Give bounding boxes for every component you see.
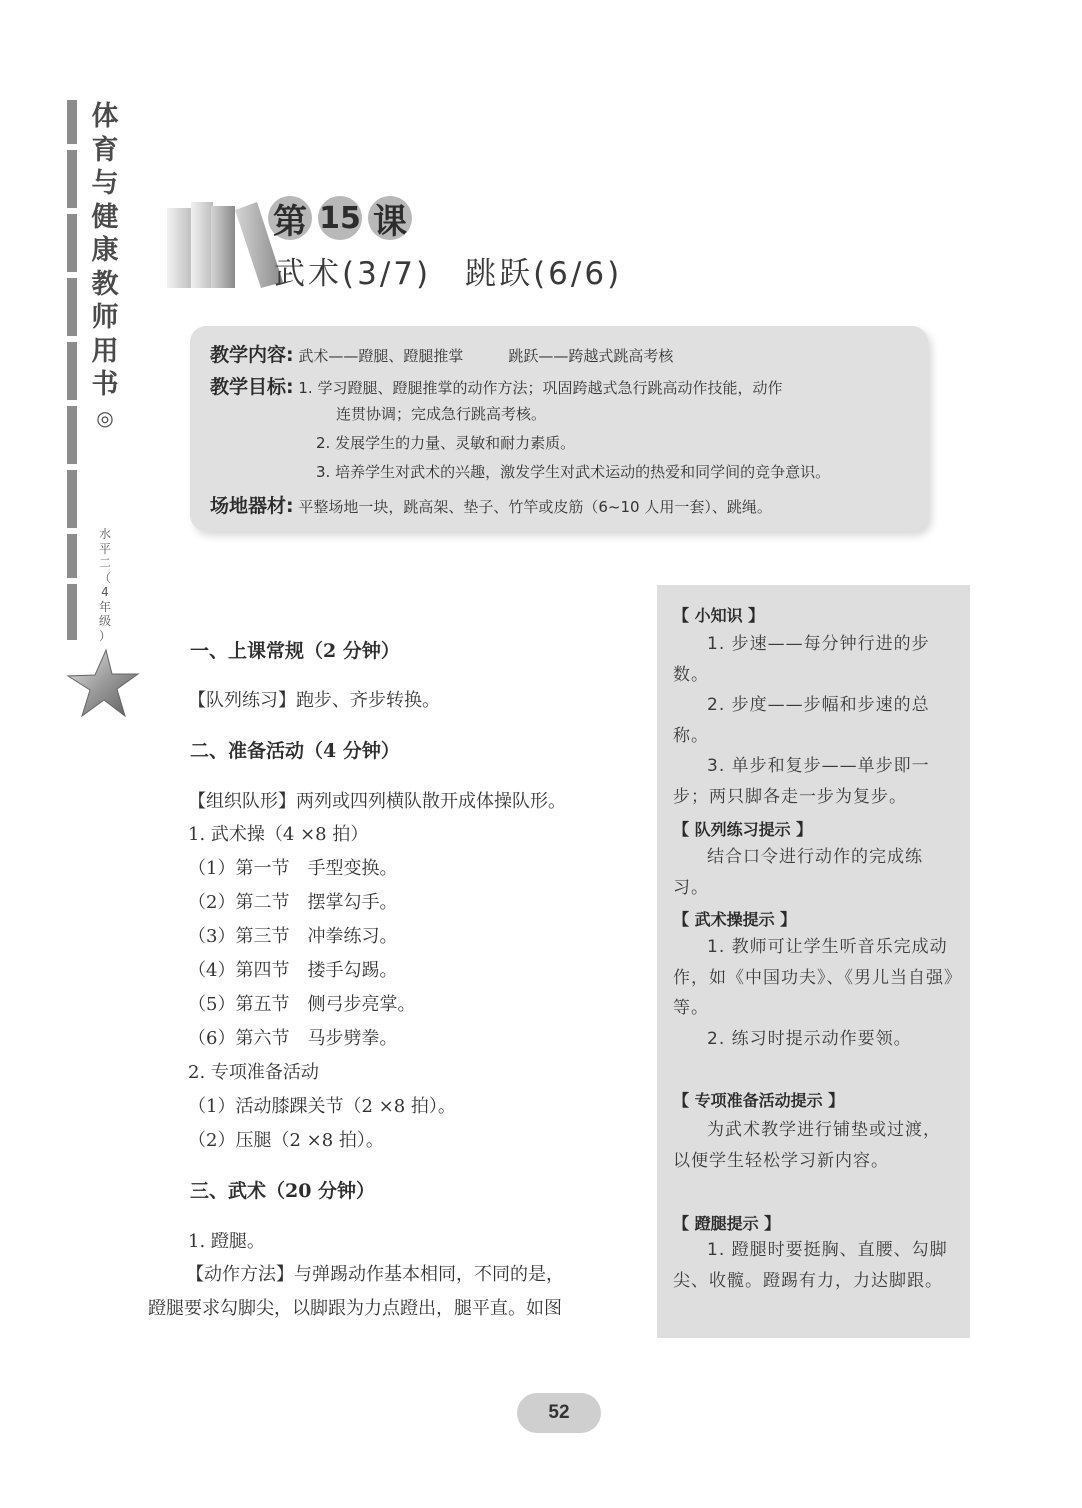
lesson-subtitle: 武术(3/7) 跳跃(6/6) — [274, 256, 623, 292]
level-char: ） — [98, 628, 111, 643]
lesson-di: 第 — [268, 196, 312, 240]
equipment-label: 场地器材: — [210, 495, 294, 517]
tip-text: 结合口令进行动作的完成练习。 — [673, 847, 923, 898]
section-heading: 一、上课常规（2 分钟） — [190, 640, 400, 662]
tips-sidebar — [657, 585, 970, 1338]
list-item: （6）第六节 马步劈拳。 — [188, 1028, 398, 1049]
level-char: （ — [98, 570, 111, 585]
book-title-char: 书 — [91, 369, 119, 400]
section-heading: 二、准备活动（4 分钟） — [190, 740, 400, 762]
book-title-char: 用 — [91, 335, 119, 367]
tip-text: 1. 教师可让学生听音乐完成动作，如《中国功夫》、《男儿当自强》等。 — [673, 937, 954, 1018]
book-title-char: 育 — [91, 134, 119, 166]
goal-2: 2. 发展学生的力量、灵敏和耐力素质。 — [316, 434, 576, 452]
list-item: （2）第二节 摆掌勾手。 — [188, 892, 398, 913]
list-item: （3）第三节 冲拳练习。 — [188, 926, 398, 947]
list-item: （2）压腿（2 ×8 拍）。 — [188, 1130, 384, 1151]
level-char: 平 — [98, 541, 111, 556]
book-title-vertical — [90, 100, 120, 435]
tip-heading: 【 武术操提示 】 — [673, 910, 797, 929]
goal-1: 1. 学习蹬腿、蹬腿推掌的动作方法；巩固跨越式急行跳高动作技能，动作 — [298, 379, 783, 397]
tip-heading: 【 专项准备活动提示 】 — [673, 1091, 845, 1110]
body-text: 【动作方法】与弹踢动作基本相同，不同的是， — [186, 1264, 564, 1285]
lesson-number: 15 — [318, 196, 362, 240]
list-item: （1）活动膝踝关节（2 ×8 拍）。 — [188, 1096, 456, 1117]
body-text: 2. 专项准备活动 — [188, 1062, 319, 1083]
list-item: （4）第四节 搂手勾踢。 — [188, 960, 398, 981]
body-text: 【组织队形】两列或四列横队散开成体操队形。 — [188, 791, 566, 812]
books-icon — [165, 190, 285, 290]
book-title-char: 体 — [91, 101, 119, 132]
level-char: 年 — [98, 599, 111, 614]
book-title-char: 健 — [91, 201, 119, 233]
tip-text: 1. 蹬腿时要挺胸、直腰、勾脚尖、收髋。蹬踢有力，力达脚跟。 — [673, 1240, 948, 1291]
level-char: 二 — [98, 556, 111, 570]
goal-label: 教学目标: — [210, 376, 294, 398]
tip-heading: 【 小知识 】 — [673, 606, 765, 625]
body-text: 1. 蹬腿。 — [188, 1231, 265, 1252]
level-char: 级 — [98, 614, 111, 628]
star-icon — [64, 648, 140, 720]
section-heading: 三、武术（20 分钟） — [190, 1180, 376, 1202]
body-text: 蹬腿要求勾脚尖，以脚跟为力点蹬出，腿平直。如图 — [148, 1298, 562, 1319]
content-label: 教学内容: — [210, 344, 294, 366]
spine-decoration — [67, 100, 79, 640]
body-text: 【队列练习】跑步、齐步转换。 — [188, 690, 440, 711]
tip-text: 2. 练习时提示动作要领。 — [707, 1029, 912, 1049]
list-item: （1）第一节 手型变换。 — [188, 858, 398, 879]
book-title-char: 与 — [91, 168, 119, 199]
teaching-info-box — [190, 326, 928, 531]
content-text: 武术——蹬腿、蹬腿推掌 跳跃——跨越式跳高考核 — [298, 347, 674, 365]
goal-3: 3. 培养学生对武术的兴趣，激发学生对武术运动的热爱和同学间的竞争意识。 — [316, 463, 831, 481]
tip-text: 3. 单步和复步——单步即一步；两只脚各走一步为复步。 — [673, 756, 930, 807]
list-item: （5）第五节 侧弓步亮掌。 — [188, 994, 416, 1015]
level-char: 4 — [101, 585, 109, 599]
body-text: 1. 武术操（4 ×8 拍） — [188, 824, 369, 845]
book-title-char: 教 — [91, 268, 119, 300]
tip-heading: 【 队列练习提示 】 — [673, 820, 813, 839]
level-char: 水 — [98, 527, 111, 541]
tip-text: 2. 步度——步幅和步速的总称。 — [673, 695, 930, 746]
lesson-title — [268, 196, 412, 240]
page-number: 52 — [517, 1393, 601, 1433]
tip-text: 为武术教学进行铺垫或过渡，以便学生轻松学习新内容。 — [673, 1120, 941, 1171]
tip-heading: 【 蹬腿提示 】 — [673, 1214, 781, 1233]
book-title-char: 师 — [91, 302, 119, 333]
grade-level-vertical — [96, 527, 114, 643]
goal-1-cont: 连贯协调；完成急行跳高考核。 — [336, 405, 547, 423]
title-mark: ◎ — [96, 405, 114, 430]
book-title-char: 康 — [91, 235, 119, 266]
tip-text: 1. 步速——每分钟行进的步数。 — [673, 634, 930, 685]
equipment-text: 平整场地一块，跳高架、垫子、竹竿或皮筋（6~10 人用一套）、跳绳。 — [298, 498, 772, 516]
lesson-ke: 课 — [368, 196, 412, 240]
